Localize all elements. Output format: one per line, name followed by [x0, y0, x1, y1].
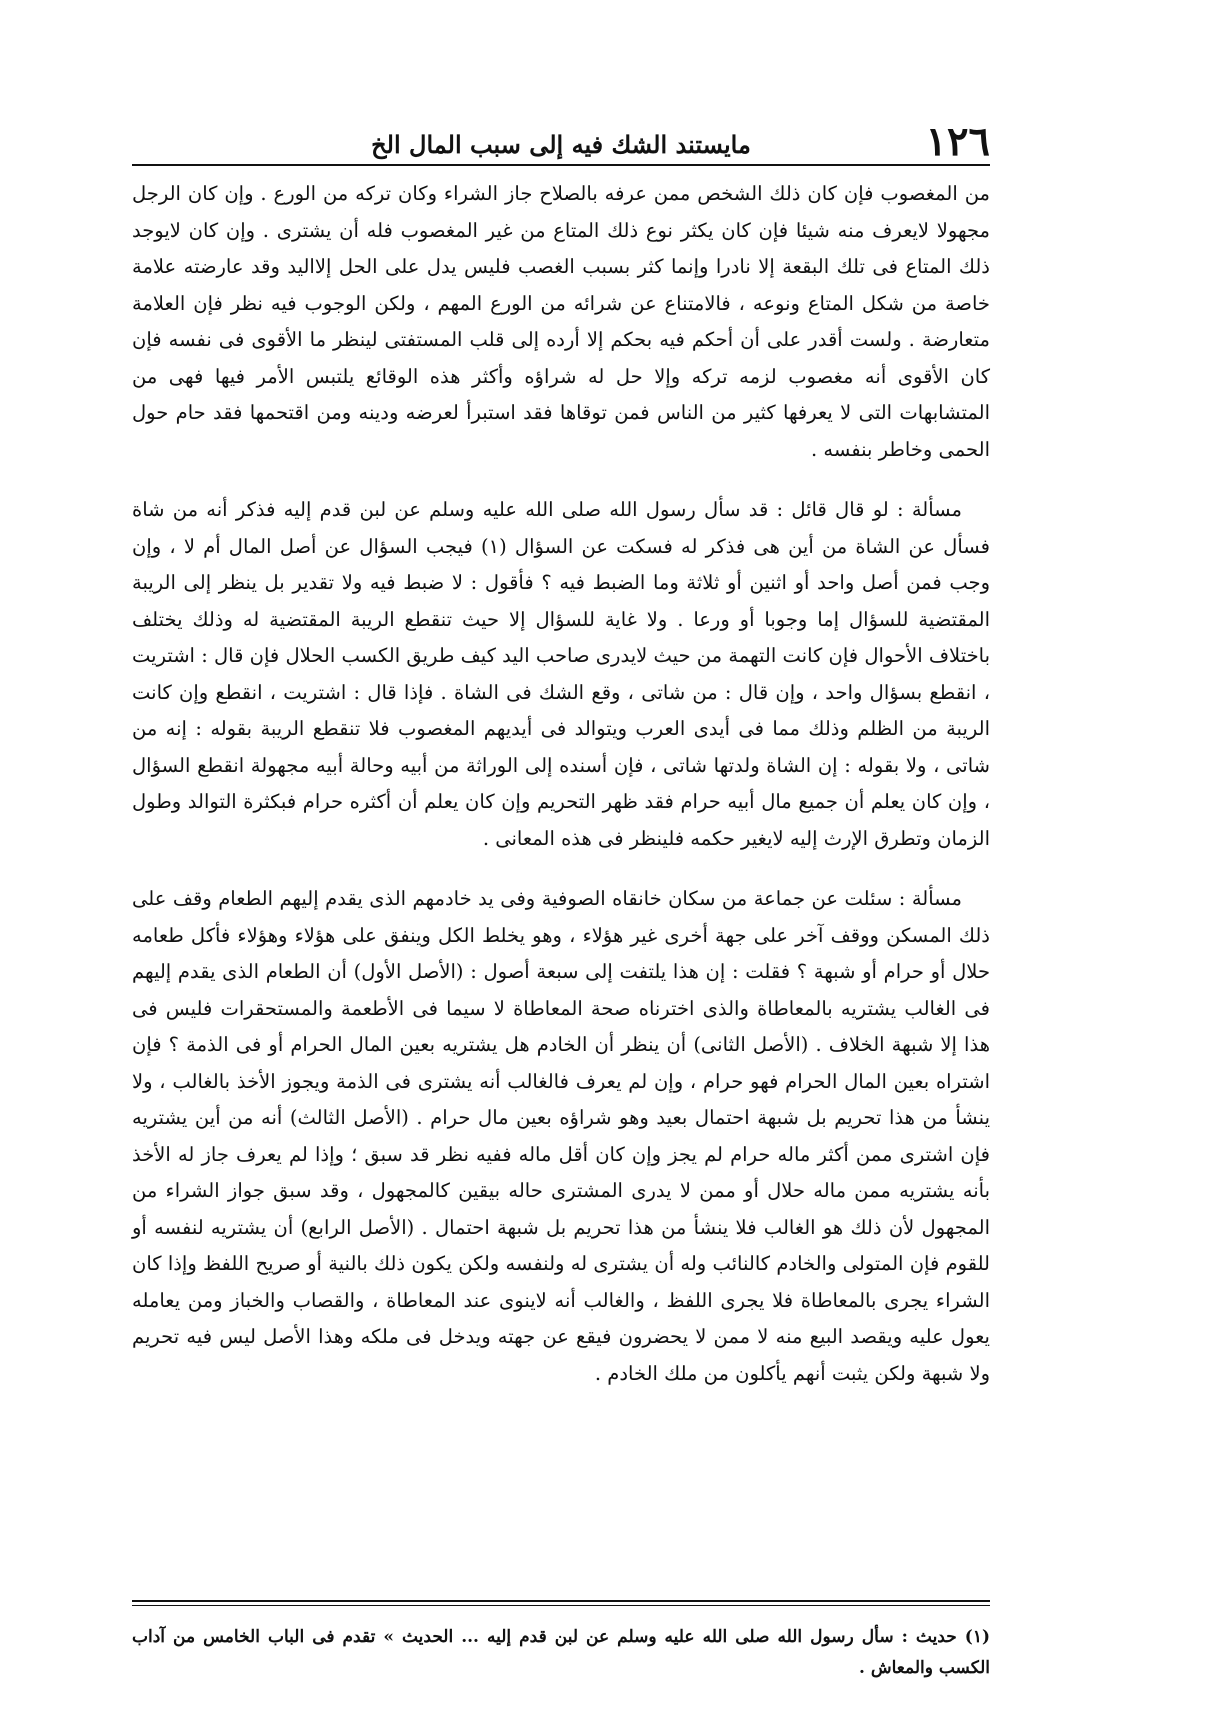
- paragraph-continuation: من المغصوب فإن كان ذلك الشخص ممن عرفه بالصلاح جاز الشراء وكان تركه من الورع . وإن كان الرجل مجهولا لايعرف منه شيئا فإن كان يكثر نوع ذلك المتاع من غير المغصوب فله أن يشترى . وإن كان لايوجد ذلك المتاع فى تلك البقعة إلا نادرا وإنما كثر بسبب الغصب فليس يدل على الحل إلااليد وقد عارضته علامة خاصة من شكل المتاع ونوعه ، فالامتناع عن شرائه من الورع المهم ، ولكن الوجوب فيه نظر فإن العلامة متعارضة . ولست أقدر على أن أحكم فيه بحكم إلا أرده إلى قلب المستفتى لينظر ما الأقوى فى نفسه فإن كان الأقوى أنه مغصوب لزمه تركه وإلا حل له شراؤه وأكثر هذه الوقائع يلتبس الأمر فيها فهى من المتشابهات التى لا يعرفها كثير من الناس فمن توقاها فقد استبرأ لعرضه ودينه ومن اقتحمها فقد حام حول الحمى وخاطر بنفسه .: [132, 182, 990, 461]
- paragraph-question-milk: مسألة : لو قال قائل : قد سأل رسول الله صلى الله عليه وسلم عن لبن قدم إليه فذكر أنه من شاة فسأل عن الشاة من أين هى فذكر له فسكت عن السؤال (١) فيجب السؤال عن أصل المال أم لا ، وإن وجب فمن أصل واحد أو اثنين أو ثلاثة وما الضبط فيه ؟ فأقول : لا ضبط فيه ولا تقدير بل ينظر إلى الريبة المقتضية للسؤال إما وجوبا أو ورعا . ولا غاية للسؤال إلا حيث تنقطع الريبة المقتضية له وذلك يختلف باختلاف الأحوال فإن كانت التهمة من حيث لايدرى صاحب اليد كيف طريق الكسب الحلال فإن قال : اشتريت ، انقطع بسؤال واحد ، وإن قال : من شاتى ، وقع الشك فى الشاة . فإذا قال : اشتريت ، انقطع وإن كانت الريبة من الظلم وذلك مما فى أيدى العرب ويتوالد فى أيديهم المغصوب فلا تنقطع الريبة بقوله : إنه من شاتى ، ولا بقوله : إن الشاة ولدتها شاتى ، فإن أسنده إلى الوراثة من أبيه وحالة أبيه مجهولة انقطع السؤال ، وإن كان يعلم أن جميع مال أبيه حرام فقد ظهر التحريم وإن كان يعلم أن أكثره حرام فبكثرة التوالد وطول الزمان وتطرق الإرث إليه لايغير حكمه فلينظر فى هذه المعانى .: [132, 498, 990, 850]
- paragraph-question-khanqah: مسألة : سئلت عن جماعة من سكان خانقاه الصوفية وفى يد خادمهم الذى يقدم إليهم الطعام وقف على ذلك المسكن ووقف آخر على جهة أخرى غير هؤلاء ، وهو يخلط الكل وينفق على هؤلاء وهؤلاء فأكل طعامه حلال أو حرام أو شبهة ؟ فقلت : إن هذا يلتفت إلى سبعة أصول : (الأصل الأول) أن الطعام الذى يقدم إليهم فى الغالب يشتريه بالمعاطاة والذى اخترناه صحة المعاطاة لا سيما فى الأطعمة والمستحقرات فليس فى هذا إلا شبهة الخلاف . (الأصل الثانى) أن ينظر أن الخادم هل يشتريه بعين المال الحرام أو فى الذمة ؟ فإن اشتراه بعين المال الحرام فهو حرام ، وإن لم يعرف فالغالب أنه يشترى فى الذمة ويجوز الأخذ بالغالب ، ولا ينشأ من هذا تحريم بل شبهة احتمال بعيد وهو شراؤه بعين مال حرام . (الأصل الثالث) أنه من أين يشتريه فإن اشترى ممن أكثر ماله حرام لم يجز وإن كان أقل ماله ففيه نظر قد سبق ؛ وإذا لم يعرف جاز له الأخذ بأنه يشتريه ممن ماله حلال أو ممن لا يدرى المشترى حاله بيقين كالمجهول ، وقد سبق جواز الشراء من المجهول لأن ذلك هو الغالب فلا ينشأ من هذا تحريم بل شبهة احتمال . (الأصل الرابع) أن يشتريه لنفسه أو للقوم فإن المتولى والخادم كالنائب وله أن يشترى له ولنفسه ولكن يكون ذلك بالنية أو صريح اللفظ وإذا كان الشراء يجرى بالمعاطاة فلا يجرى اللفظ ، والغالب أنه لاينوى عند المعاطاة ، والقصاب والخباز ومن يعامله يعول عليه ويقصد البيع منه لا ممن لا يحضرون فيقع عن جهته ويدخل فى ملكه وهذا الأصل ليس فيه تحريم ولا شبهة ولكن يثبت أنهم يأكلون من ملك الخادم .: [132, 887, 990, 1385]
- page-header: [132, 112, 990, 166]
- footnote-divider: [132, 1600, 990, 1606]
- running-title: مايستند الشك فيه إلى سبب المال الخ: [371, 130, 751, 159]
- page-number: ١٢٦: [925, 118, 990, 165]
- main-text: [132, 176, 990, 1416]
- footnote: (١) حديث : سأل رسول الله صلى الله عليه وسلم عن لبن قدم إليه ... الحديث » تقدم فى الباب الخامس من آداب الكسب والمعاش .: [132, 1627, 990, 1678]
